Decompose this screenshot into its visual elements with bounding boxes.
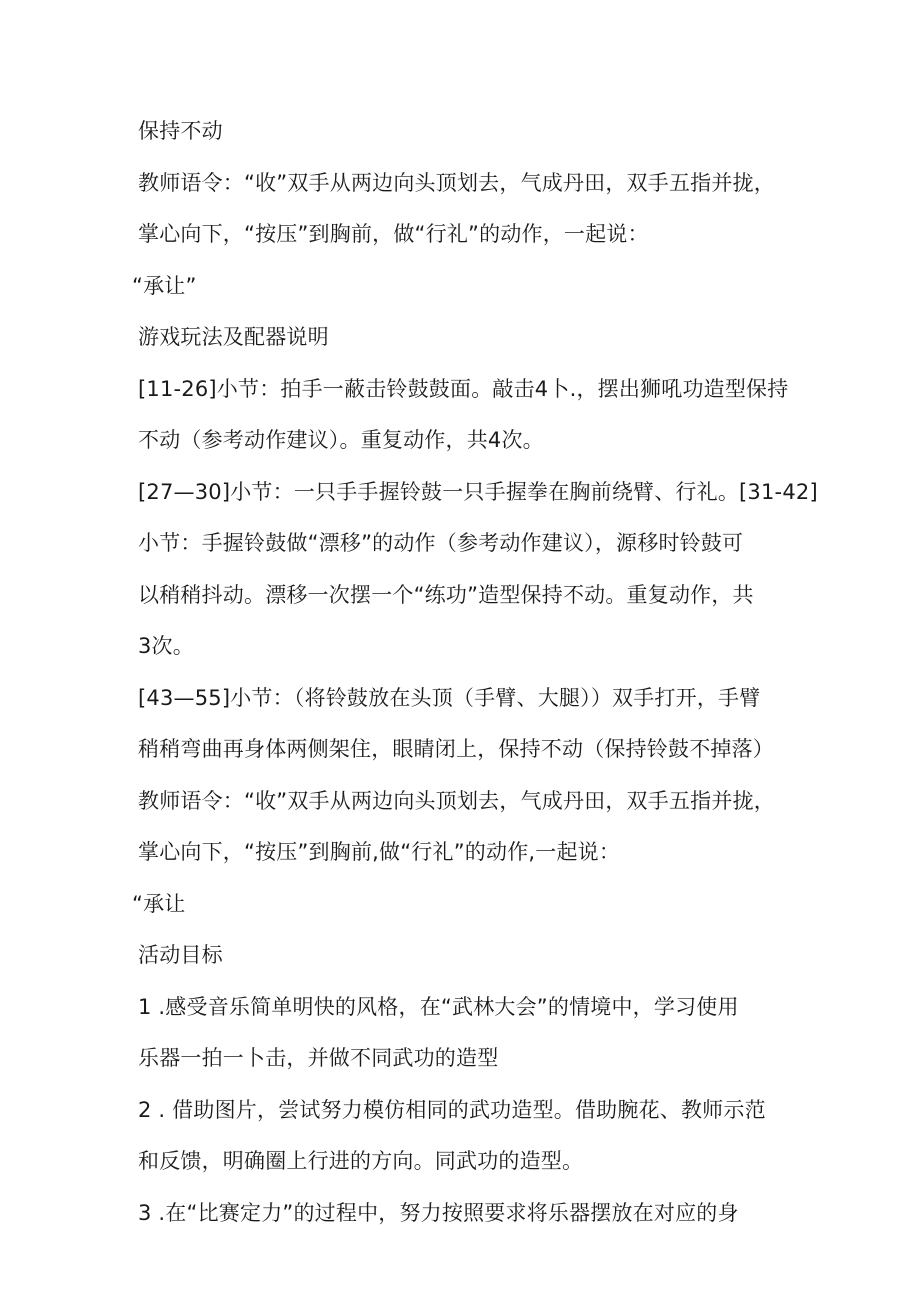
- goal-3-line-1: 3 .在“比赛定力”的过程中，努力按照要求将乐器摆放在对应的身: [138, 1200, 739, 1225]
- text-line-1: 保持不动: [138, 119, 223, 143]
- section-heading-game-rules: 游戏玩法及配器说明: [138, 325, 329, 349]
- text-line-3: 掌心向下，“按压”到胸前，做“行礼”的动作，一起说：: [138, 222, 649, 246]
- goal-1-line-2: 乐器一拍一卜击，并做不同武功的造型: [138, 1046, 499, 1070]
- goal-1-line-1: 1 .感受音乐简单明快的风格，在“武林大会”的情境中，学习使用: [138, 994, 739, 1019]
- text-line-13: 稍稍弯曲再身体两侧架住，眼睛闭上，保持不动（保持铃鼓不掉落）: [138, 737, 774, 761]
- text-line-4: “承让”: [132, 273, 197, 298]
- text-line-9: 小节：手握铃鼓做“漂移”的动作（参考动作建议），源移时铃鼓可: [138, 531, 744, 555]
- text-line-12: [43—55]小节：（将铃鼓放在头顶（手臂、大腿））双手打开，手臂: [138, 685, 761, 710]
- goal-2-line-1: 2 . 借助图片，尝试努力模仿相同的武功造型。借助腕花、教师示范: [138, 1097, 766, 1122]
- text-line-7: 不动（参考动作建议）。重复动作，共4次。: [138, 428, 544, 452]
- text-line-16: “承让: [132, 891, 186, 916]
- text-line-2: 教师语令：“收”双手从两边向头顶划去，气成丹田，双手五指并拢，: [138, 170, 775, 195]
- text-line-6: [11-26]小节：拍手一蔽击铃鼓鼓面。敲击4卜.，摆出狮吼功造型保持: [138, 376, 789, 401]
- section-heading-activity-goals: 活动目标: [138, 943, 223, 967]
- goal-2-line-2: 和反馈，明确圈上行进的方向。同武功的造型。: [138, 1149, 584, 1173]
- text-line-8: [27—30]小节：一只手手握铃鼓一只手握拳在胸前绕臂、行礼。[31-42]: [138, 479, 818, 504]
- text-line-15: 掌心向下，“按压”到胸前,做“行礼”的动作,一起说：: [138, 840, 621, 864]
- document-body: [132, 109, 818, 1242]
- text-line-11: 3次。: [138, 634, 194, 658]
- text-line-10: 以稍稍抖动。漂移一次摆一个“练功”造型保持不动。重复动作，共: [138, 582, 754, 607]
- text-line-14: 教师语令：“收”双手从两边向头顶划去，气成丹田，双手五指并拢，: [138, 788, 775, 813]
